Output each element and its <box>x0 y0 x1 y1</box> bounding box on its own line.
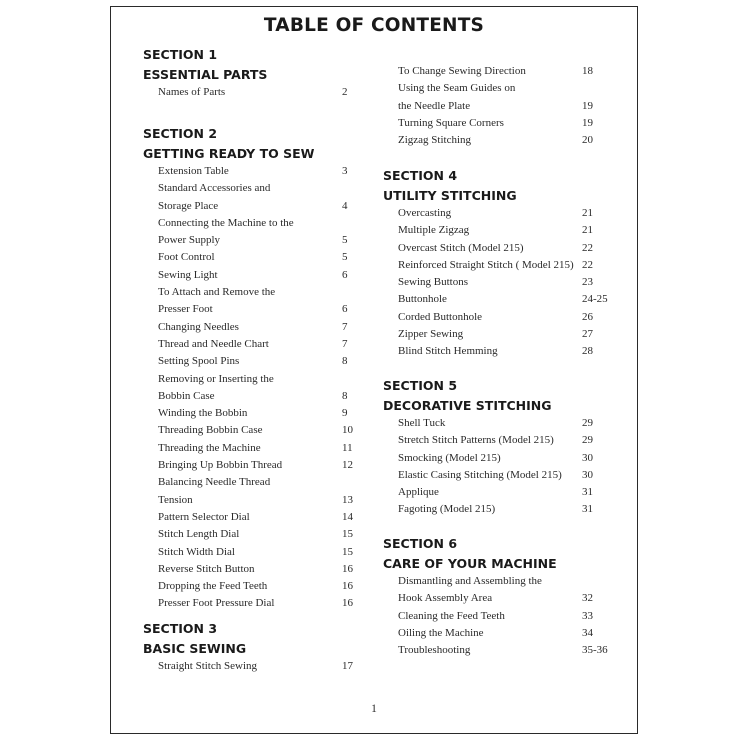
toc-entry-title: Standard Accessories and <box>158 182 271 195</box>
toc-entry <box>383 63 618 80</box>
toc-entry <box>383 432 618 449</box>
toc-entry-title: To Attach and Remove the <box>158 286 276 299</box>
toc-entry-page: 8 <box>342 389 348 402</box>
toc-entry-page: 34 <box>582 626 593 639</box>
toc-entry-title: Troubleshooting <box>398 644 471 657</box>
toc-entry-page: 3 <box>342 165 348 177</box>
toc-entry <box>383 450 618 467</box>
toc-entry <box>143 509 368 526</box>
toc-entry <box>383 222 618 239</box>
toc-entry <box>143 544 368 561</box>
toc-entry <box>143 371 368 388</box>
toc-entry-page: 10 <box>342 424 353 437</box>
toc-entry-page: 7 <box>342 337 348 350</box>
toc-entry <box>143 595 368 612</box>
toc-section-right-2 <box>383 376 618 519</box>
toc-entry-page: 31 <box>582 503 593 516</box>
toc-entry-page: 14 <box>342 510 353 523</box>
toc-entry <box>143 84 368 101</box>
toc-section-left-1 <box>143 124 368 613</box>
toc-entry-title: Removing or Inserting the <box>158 372 274 385</box>
toc-entry <box>383 573 618 590</box>
toc-entry-title: Turning Square Corners <box>398 116 504 129</box>
toc-entry <box>143 180 368 197</box>
toc-entry <box>143 301 368 318</box>
toc-entry-page: 16 <box>342 580 353 593</box>
toc-entry-page: 17 <box>342 660 353 672</box>
toc-entry <box>143 474 368 491</box>
toc-section-left-0 <box>143 45 368 101</box>
toc-entry-title: Oiling the Machine <box>398 626 484 639</box>
toc-entry-title: Winding the Bobbin <box>158 407 248 420</box>
toc-entry-title: Elastic Casing Stitching (Model 215) <box>398 468 562 481</box>
toc-entry <box>143 440 368 457</box>
toc-entry-page: 21 <box>582 224 593 237</box>
toc-entry-title: Threading Bobbin Case <box>158 424 263 437</box>
toc-entry-title: Zipper Sewing <box>398 328 464 341</box>
toc-entry-page: 7 <box>342 320 348 333</box>
toc-entry <box>383 608 618 625</box>
toc-entry-page: 21 <box>582 207 593 219</box>
toc-entry-page: 28 <box>582 345 593 358</box>
section-title: UTILITY STITCHING <box>383 187 517 203</box>
toc-entry <box>143 267 368 284</box>
toc-section-right-1 <box>383 166 618 361</box>
toc-entry <box>383 309 618 326</box>
toc-entry-title: Corded Buttonhole <box>398 310 483 323</box>
toc-entry <box>143 422 368 439</box>
toc-entry-page: 11 <box>342 441 353 454</box>
toc-entry-page: 9 <box>342 407 348 420</box>
toc-entry-page: 13 <box>342 493 353 506</box>
toc-entry-page: 26 <box>582 310 593 323</box>
toc-entry <box>143 405 368 422</box>
toc-entry <box>383 205 618 222</box>
toc-entry-title: Shell Tuck <box>398 417 446 429</box>
toc-entry <box>143 561 368 578</box>
toc-entry-page: 16 <box>342 597 353 610</box>
page-title: TABLE OF CONTENTS <box>263 15 485 36</box>
toc-entry-title: Reverse Stitch Button <box>158 562 255 575</box>
toc-entry-title: the Needle Plate <box>398 99 471 112</box>
toc-entry-page: 15 <box>342 545 353 558</box>
toc-entry <box>143 336 368 353</box>
toc-entry <box>383 115 618 132</box>
toc-entry-page: 5 <box>342 251 348 264</box>
toc-entry <box>383 467 618 484</box>
toc-entry <box>383 625 618 642</box>
toc-entry <box>383 343 618 360</box>
toc-entry <box>143 353 368 370</box>
toc-entry-page: 22 <box>582 241 593 254</box>
toc-entry-title: Hook Assembly Area <box>398 592 493 605</box>
section-number: SECTION 4 <box>383 168 458 183</box>
toc-entry-page: 32 <box>582 592 593 605</box>
toc-entry <box>383 274 618 291</box>
toc-entry-title: Names of Parts <box>158 86 226 98</box>
toc-entry-page: 16 <box>342 562 353 575</box>
toc-entry-title: Bobbin Case <box>158 389 215 402</box>
toc-entry-title: Connecting the Machine to the <box>158 216 294 229</box>
toc-entry-title: Dropping the Feed Teeth <box>158 580 268 593</box>
toc-entry-title: Stitch Length Dial <box>158 528 240 541</box>
toc-entry-page: 5 <box>342 234 348 247</box>
toc-entry-title: Storage Place <box>158 199 219 212</box>
toc-entry <box>143 578 368 595</box>
toc-entry-title: Power Supply <box>158 234 221 247</box>
section-number: SECTION 5 <box>383 378 458 393</box>
toc-entry-title: Blind Stitch Hemming <box>398 345 498 358</box>
section-number: SECTION 6 <box>383 536 458 551</box>
toc-entry <box>143 526 368 543</box>
toc-entry <box>383 80 618 97</box>
section-title: DECORATIVE STITCHING <box>383 397 552 413</box>
toc-entry <box>383 257 618 274</box>
toc-entry <box>143 492 368 509</box>
toc-entry <box>383 326 618 343</box>
toc-entry-title: Setting Spool Pins <box>158 355 240 368</box>
toc-entry-title: Overcast Stitch (Model 215) <box>398 241 524 254</box>
toc-entry <box>143 163 368 180</box>
toc-entry <box>143 658 368 675</box>
toc-entry <box>383 642 618 659</box>
toc-entry-title: Dismantling and Assembling the <box>398 575 542 587</box>
toc-entry-page: 12 <box>342 459 353 472</box>
section-title: GETTING READY TO SEW <box>143 145 315 161</box>
toc-entry-title: Straight Stitch Sewing <box>158 660 257 672</box>
toc-entry-page: 19 <box>582 99 593 112</box>
toc-entry-title: Changing Needles <box>158 320 239 333</box>
toc-entry-page: 22 <box>582 258 593 271</box>
toc-entry <box>143 249 368 266</box>
toc-entry <box>383 291 618 308</box>
section-number: SECTION 2 <box>143 126 218 141</box>
toc-entry-title: Sewing Light <box>158 268 218 281</box>
toc-section-right-0 <box>383 63 618 149</box>
toc-entry-page: 35-36 <box>582 644 608 657</box>
toc-entry <box>143 232 368 249</box>
toc-entry-title: Stretch Stitch Patterns (Model 215) <box>398 434 554 447</box>
toc-entry-page: 19 <box>582 116 593 129</box>
toc-entry <box>383 501 618 518</box>
toc-entry-page: 27 <box>582 328 593 341</box>
toc-entry-page: 33 <box>582 609 593 622</box>
toc-entry-title: Presser Foot Pressure Dial <box>158 597 275 610</box>
toc-entry <box>143 284 368 301</box>
toc-entry-title: Fagoting (Model 215) <box>398 503 496 516</box>
toc-entry-title: Tension <box>158 493 193 506</box>
toc-entry-page: 29 <box>582 417 593 429</box>
page-number: 1 <box>371 703 377 715</box>
toc-section-left-2 <box>143 619 368 675</box>
toc-entry-page: 23 <box>582 276 593 289</box>
toc-entry <box>383 415 618 432</box>
toc-entry <box>143 319 368 336</box>
toc-entry-title: To Change Sewing Direction <box>398 65 526 77</box>
toc-entry-title: Pattern Selector Dial <box>158 510 250 523</box>
toc-entry <box>383 484 618 501</box>
toc-entry-title: Reinforced Straight Stitch ( Model 215) <box>398 258 574 271</box>
toc-entry-page: 2 <box>342 86 348 98</box>
toc-entry-title: Foot Control <box>158 251 215 264</box>
toc-entry <box>143 198 368 215</box>
toc-entry-title: Thread and Needle Chart <box>158 337 269 350</box>
toc-entry-title: Stitch Width Dial <box>158 545 235 558</box>
toc-entry-page: 29 <box>582 434 593 447</box>
toc-entry-title: Buttonhole <box>398 293 447 306</box>
section-title: BASIC SEWING <box>143 640 247 656</box>
toc-entry <box>383 132 618 149</box>
toc-entry <box>143 215 368 232</box>
toc-entry-title: Presser Foot <box>158 303 213 316</box>
toc-entry-page: 30 <box>582 468 593 481</box>
toc-entry-title: Using the Seam Guides on <box>398 82 516 95</box>
toc-section-right-3 <box>383 534 618 659</box>
toc-entry <box>383 98 618 115</box>
toc-entry-page: 4 <box>342 199 348 212</box>
toc-entry-title: Cleaning the Feed Teeth <box>398 609 505 622</box>
toc-entry-page: 31 <box>582 486 593 499</box>
toc-entry-title: Extension Table <box>158 165 229 177</box>
toc-entry-page: 24-25 <box>582 293 608 306</box>
section-number: SECTION 3 <box>143 621 218 636</box>
toc-entry-page: 8 <box>342 355 348 368</box>
toc-entry <box>143 388 368 405</box>
toc-entry-title: Smocking (Model 215) <box>398 451 501 464</box>
toc-entry-page: 6 <box>342 303 348 316</box>
section-number: SECTION 1 <box>143 47 218 62</box>
toc-entry-title: Sewing Buttons <box>398 276 468 289</box>
section-title: CARE OF YOUR MACHINE <box>383 555 557 571</box>
toc-entry-page: 15 <box>342 528 353 541</box>
toc-entry <box>383 240 618 257</box>
toc-entry-title: Applique <box>398 486 439 499</box>
document-page <box>110 6 638 734</box>
toc-entry-title: Balancing Needle Thread <box>158 476 271 489</box>
toc-entry <box>383 590 618 607</box>
section-title: ESSENTIAL PARTS <box>143 66 268 82</box>
toc-entry-page: 6 <box>342 268 348 281</box>
toc-entry-page: 30 <box>582 451 593 464</box>
toc-entry-page: 18 <box>582 65 593 77</box>
toc-entry-title: Bringing Up Bobbin Thread <box>158 459 283 472</box>
toc-entry-title: Zigzag Stitching <box>398 134 472 147</box>
toc-entry-title: Multiple Zigzag <box>398 224 470 237</box>
toc-entry <box>143 457 368 474</box>
toc-entry-page: 20 <box>582 134 593 147</box>
toc-entry-title: Overcasting <box>398 207 452 219</box>
toc-entry-title: Threading the Machine <box>158 441 261 454</box>
